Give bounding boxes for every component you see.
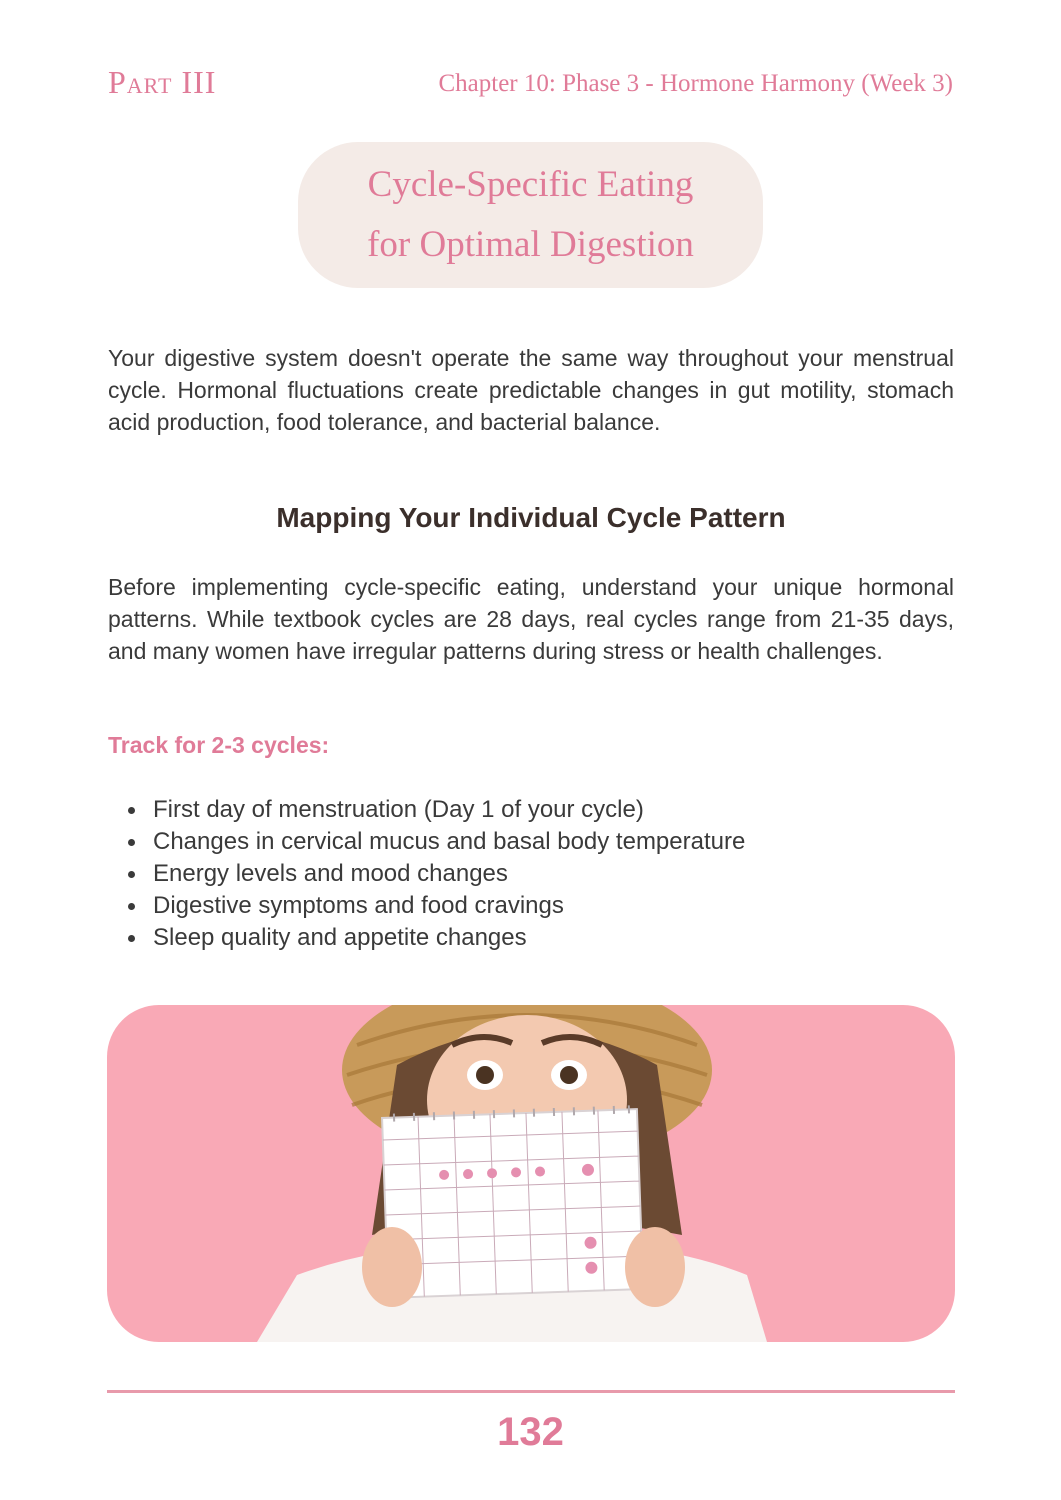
track-label: Track for 2-3 cycles: (108, 732, 330, 758)
photo-illustration (107, 1005, 955, 1342)
woman-with-calendar-photo (107, 1005, 955, 1342)
list-item: Energy levels and mood changes (108, 858, 745, 890)
running-header-chapter: Chapter 10: Phase 3 - Hormone Harmony (Week 3) (438, 70, 953, 97)
list-item: Sleep quality and appetite changes (108, 922, 745, 954)
page-title-box (298, 142, 763, 288)
intro-paragraph: Your digestive system doesn't operate the same way throughout your menstrual cycle. Hormonal fluctuations create predictable changes in gut motility, stomach acid production, food tolerance, and bacterial balance. (108, 345, 954, 435)
list-item: First day of menstruation (Day 1 of your cycle) (108, 794, 745, 826)
page-title-line-1: Cycle-Specific Eating (367, 164, 694, 205)
list-item: Digestive symptoms and food cravings (108, 890, 745, 922)
section-heading: Mapping Your Individual Cycle Pattern (276, 502, 786, 533)
footer-divider (107, 1390, 955, 1393)
list-item: Changes in cervical mucus and basal body temperature (108, 826, 745, 858)
page-number: 132 (497, 1410, 564, 1454)
section-paragraph: Before implementing cycle-specific eating, understand your unique hormonal patterns. While textbook cycles are 28 days, real cycles range from 21-35 days, and many women have irregular patterns during stress or health challenges. (108, 574, 954, 664)
tracking-list (108, 794, 745, 954)
running-header-part: Part III (108, 64, 217, 100)
page-title-line-2: for Optimal Digestion (367, 224, 694, 265)
